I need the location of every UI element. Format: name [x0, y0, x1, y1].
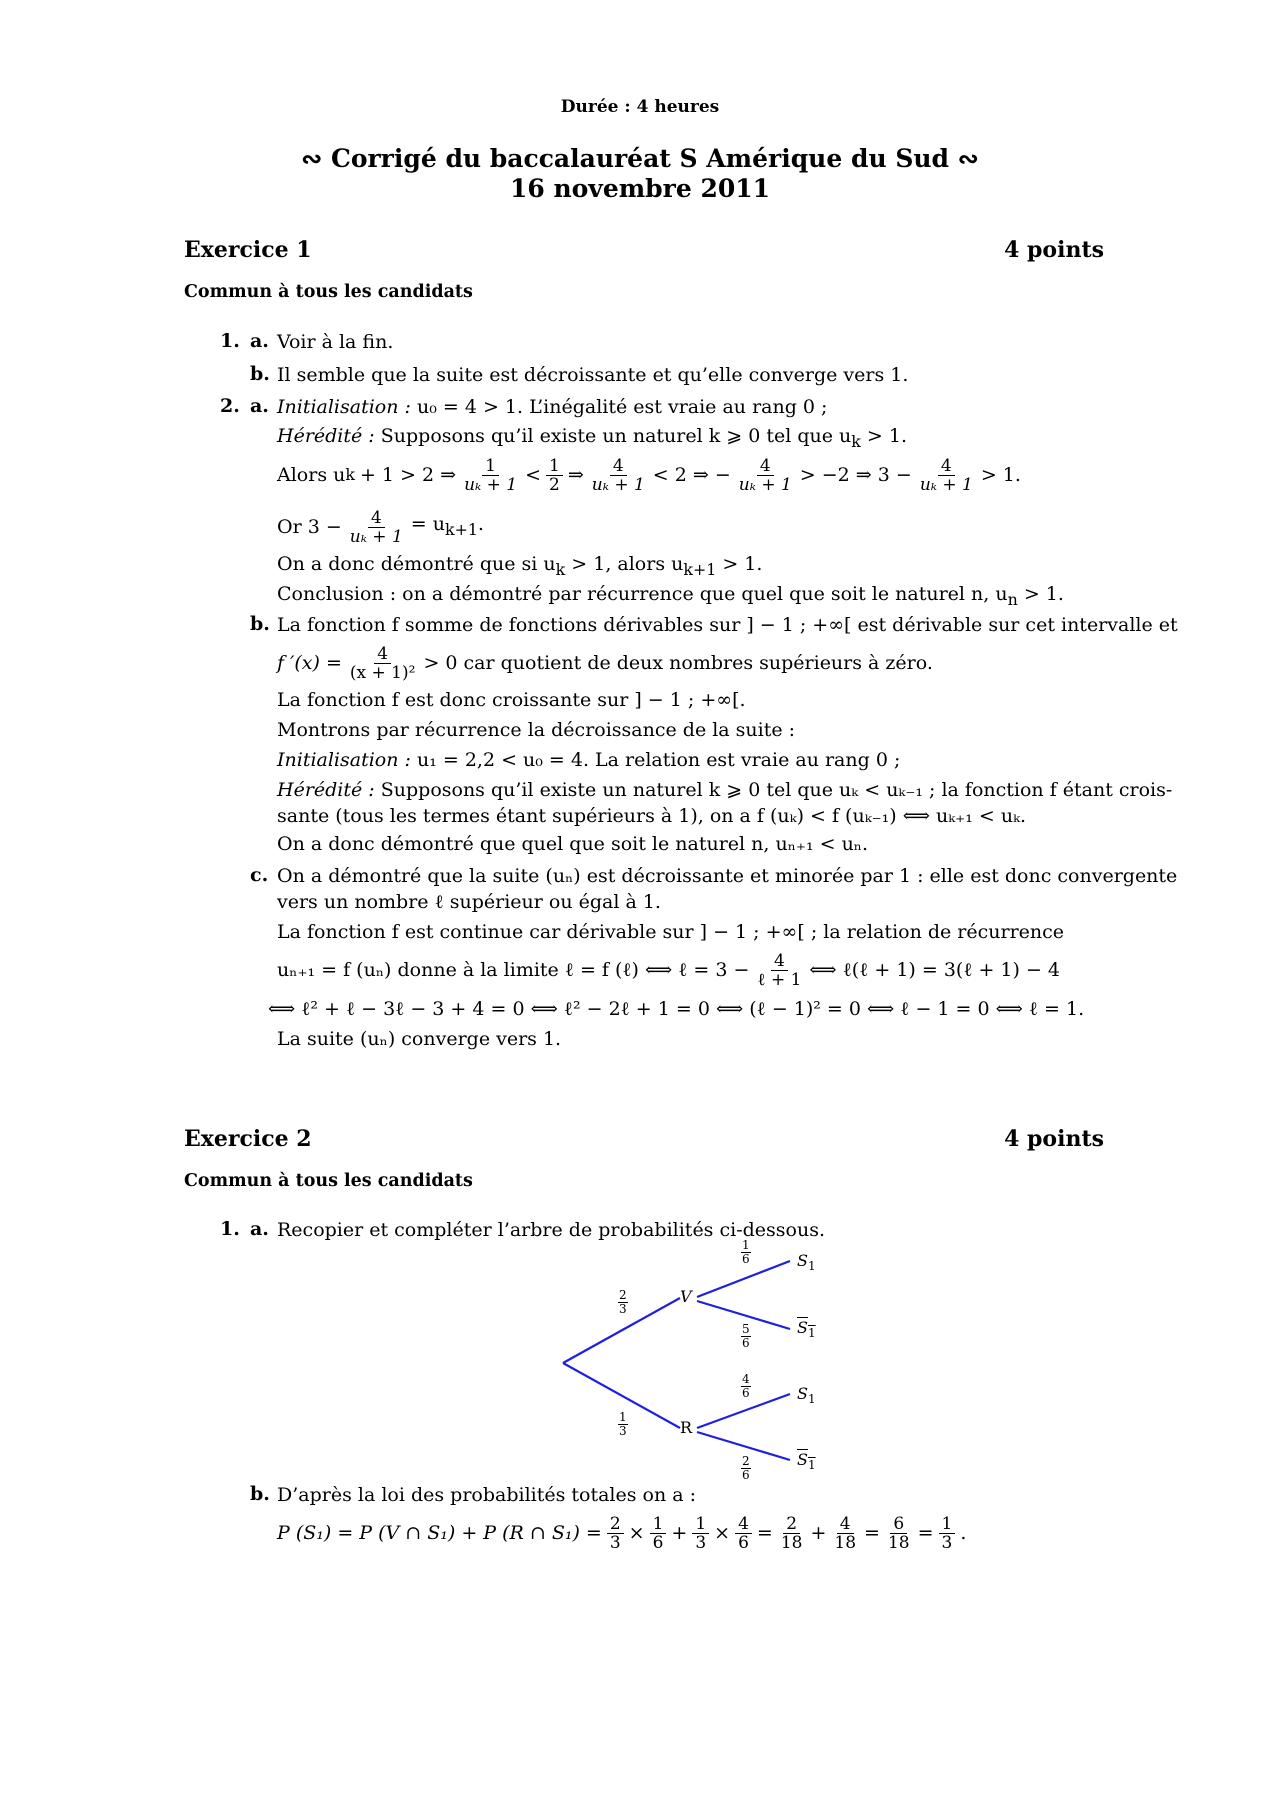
q2c-line4: uₙ₊₁ = f (uₙ) donne à la limite ℓ = f (ℓ) ⟺ ℓ = 3 − $\frac{4}{\text{ℓ + 1}}$ ⟺ ℓ(ℓ + 1) = 3(ℓ + 1) − 4	[277, 950, 1061, 990]
fraction: $\frac{2}{18}$	[780, 1513, 803, 1553]
exercise2-points: 4 points	[1004, 1126, 1104, 1152]
q2b-init: Initialisation : u₁ = 2,2 < u₀ = 4. La relation est vraie au rang 0 ;	[277, 749, 901, 771]
q2a-init: Initialisation : u₀ = 4 > 1. L’inégalité est vraie au rang 0 ;	[277, 396, 828, 418]
tree-prob-r-s1bar: $\frac{2}{6}$	[742, 1454, 750, 1482]
total-probability-formula: P (S₁) = P (V ∩ S₁) + P (R ∩ S₁) = $\frac{2}{3}$ × $\frac{1}{6}$ + $\frac{1}{3}$ × $\frac{4}{6}$ = $\frac{2}{18}$ + $\frac{4}{18}$ = $\frac{6}{18}$ = $\frac{1}{3}$ .	[277, 1513, 967, 1553]
tree-leaf-r-s1: $S_1$	[797, 1384, 816, 1407]
ornament-right-icon: ∾	[957, 144, 979, 173]
ex2-q1a-text: Recopier et compléter l’arbre de probabilités ci-dessous.	[277, 1219, 825, 1241]
exercise2-subtitle: Commun à tous les candidats	[184, 1171, 473, 1191]
fraction: $\frac{4}{\text{ℓ + 1}}$	[757, 950, 802, 990]
q2c-line2: vers un nombre ℓ supérieur ou égal à 1.	[277, 891, 661, 913]
tree-leaf-v-s1: $S_1$	[797, 1251, 816, 1274]
q2c-line5: ⟺ ℓ² + ℓ − 3ℓ − 3 + 4 = 0 ⟺ ℓ² − 2ℓ + 1 = 0 ⟺ (ℓ − 1)² = 0 ⟺ ℓ − 1 = 0 ⟺ ℓ = 1.	[268, 998, 1085, 1020]
ornament-left-icon: ∾	[301, 144, 323, 173]
title-date: 16 novembre 2011	[509, 174, 771, 203]
q2a-demo: On a donc démontré que si $u_k > 1$, alors $u_{k+1} > 1$.	[277, 553, 763, 579]
ex2-q1a-label: a.	[250, 1218, 269, 1240]
fraction: $\frac{4}{\text{uₖ + 1}}$	[919, 455, 973, 495]
q2b-line3: La fonction f est donc croissante sur ] − 1 ; +∞[.	[277, 689, 746, 711]
tree-node-v: V	[680, 1287, 692, 1306]
ex2-q1b-label: b.	[250, 1483, 270, 1505]
fraction: $\frac{1}{2}$	[546, 457, 563, 494]
fraction: $\frac{1}{3}$	[692, 1515, 709, 1552]
q1b-text: Il semble que la suite est décroissante et qu’elle converge vers 1.	[277, 364, 909, 386]
tree-prob-r: $\frac{1}{3}$	[619, 1410, 627, 1438]
q2b-line8: On a donc démontré que quel que soit le naturel n, uₙ₊₁ < uₙ.	[277, 833, 869, 855]
tree-prob-v-s1bar: $\frac{5}{6}$	[742, 1322, 750, 1350]
fraction: $\frac{4}{\text{uₖ + 1}}$	[738, 455, 792, 495]
q1b-label: b.	[250, 363, 270, 385]
duration: Durée : 4 heures	[560, 97, 720, 117]
fraction: $\frac{4}{6}$	[735, 1515, 752, 1552]
fraction: $\frac{1}{\text{uₖ + 1}}$	[464, 455, 518, 495]
fraction: $\frac{4}{18}$	[834, 1513, 857, 1553]
fraction: $\frac{2}{3}$	[607, 1515, 624, 1552]
q2-number: 2.	[220, 395, 240, 417]
tree-node-r: R	[680, 1418, 693, 1437]
q2b-line7: sante (tous les termes étant supérieurs à 1), on a f (uₖ) < f (uₖ₋₁) ⟺ uₖ₊₁ < uₖ.	[277, 805, 1027, 827]
q2c-line3: La fonction f est continue car dérivable sur ] − 1 ; +∞[ ; la relation de récurrence	[277, 921, 1065, 943]
tree-prob-v: $\frac{2}{3}$	[619, 1288, 627, 1316]
fraction: $\frac{1}{6}$	[650, 1515, 667, 1552]
title-line1: Corrigé du baccalauréat S Amérique du Sud	[330, 144, 950, 173]
fraction: $\frac{4}{\text{uₖ + 1}}$	[349, 507, 403, 547]
ex2-q1b-text: D’après la loi des probabilités totales on a :	[277, 1484, 697, 1506]
tree-leaf-r-s1bar: $S_1$	[797, 1450, 816, 1473]
tree-prob-r-s1: $\frac{4}{6}$	[742, 1372, 750, 1400]
q2c-line6: La suite (uₙ) converge vers 1.	[277, 1028, 562, 1050]
fraction: $\frac{4}{\text{uₖ + 1}}$	[591, 455, 645, 495]
tree-leaf-v-s1bar: $S_1$	[797, 1318, 816, 1341]
exercise1-points: 4 points	[1004, 237, 1104, 263]
q2a-label: a.	[250, 395, 269, 417]
fraction: $\frac{6}{18}$	[887, 1513, 910, 1553]
q2b-derivative: f ′(x) = $\frac{4}{\text{(x + 1)²}}$ > 0 car quotient de deux nombres supérieurs à zéro.	[277, 643, 933, 683]
exercise1-title: Exercice 1	[184, 237, 312, 263]
q2a-conclusion: Conclusion : on a démontré par récurrence que quel que soit le naturel n, $u_n > 1$.	[277, 583, 1064, 609]
q2c-label: c.	[250, 864, 269, 886]
fraction: $\frac{1}{3}$	[939, 1515, 956, 1552]
ex2-q1-number: 1.	[220, 1218, 240, 1240]
q2c-line1: On a démontré que la suite (uₙ) est décroissante et minorée par 1 : elle est donc convergente	[277, 865, 1178, 887]
tree-branch-v-s1	[697, 1261, 790, 1297]
exercise1-subtitle: Commun à tous les candidats	[184, 282, 473, 302]
q1-number: 1.	[220, 330, 240, 352]
q2a-alors-equation: Alors u k + 1 > 2 ⇒ $\frac{1}{\text{uₖ + 1}}$ < $\frac{1}{2}$ ⇒ $\frac{4}{\text{uₖ + 1}}$ < 2 ⇒ − $\frac{4}{\text{uₖ + 1}}$ > −2 ⇒ 3 − $\frac{4}{\text{uₖ + 1}}$ > 1.	[277, 455, 1021, 495]
q2a-heredite: Hérédité : Supposons qu’il existe un naturel k ⩾ 0 tel que $u_k > 1$.	[277, 425, 907, 451]
q2b-line1: La fonction f somme de fonctions dérivables sur ] − 1 ; +∞[ est dérivable sur cet intervalle et	[277, 614, 1178, 636]
exercise2-title: Exercice 2	[184, 1126, 312, 1152]
q2b-heredite: Hérédité : Supposons qu’il existe un naturel k ⩾ 0 tel que uₖ < uₖ₋₁ ; la fonction f étant crois-	[277, 779, 1173, 801]
tree-prob-v-s1: $\frac{1}{6}$	[742, 1238, 750, 1266]
q1a-text: Voir à la fin.	[277, 331, 394, 353]
q2a-or-equation: Or 3 − $\frac{4}{\text{uₖ + 1}}$ = $u_{k+1}$.	[277, 507, 484, 547]
q2b-label: b.	[250, 613, 270, 635]
q1a-label: a.	[250, 330, 269, 352]
q2b-line4: Montrons par récurrence la décroissance de la suite :	[277, 719, 796, 741]
fraction: $\frac{4}{\text{(x + 1)²}}$	[349, 643, 416, 683]
